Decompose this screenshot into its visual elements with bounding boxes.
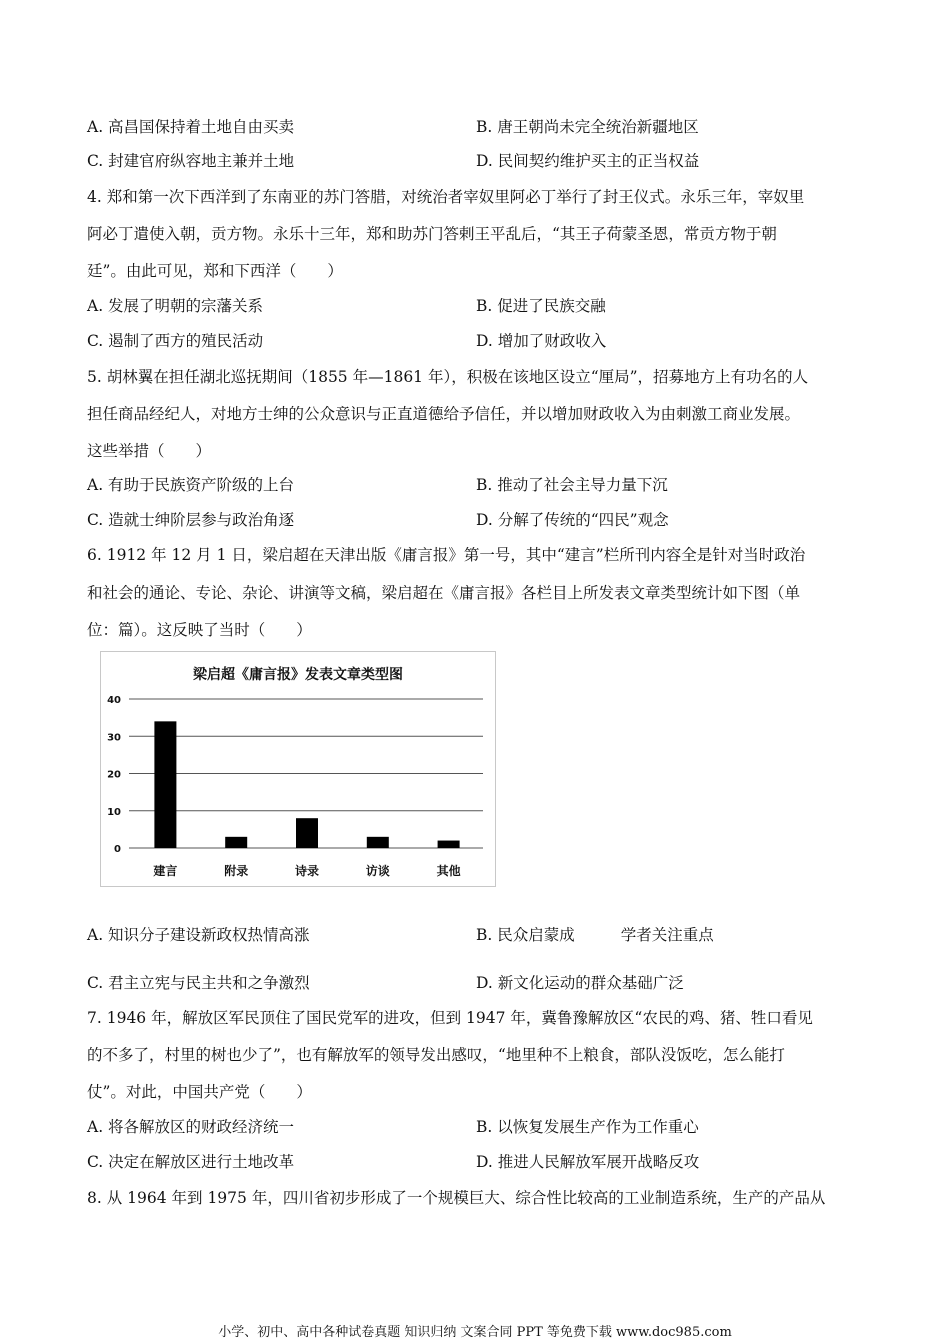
chart-x-tick-label: 其他 xyxy=(436,864,461,878)
q7-stem-line-1: 7. 1946 年，解放区军民顶住了国民党军的进攻，但到 1947 年，冀鲁豫解放区“农民的鸡、猪、牲口看见 xyxy=(87,1009,813,1027)
q7-option-c: C. 决定在解放区进行土地改革 xyxy=(87,1153,295,1171)
q3-option-d: D. 民间契约维护买主的正当权益 xyxy=(476,152,700,170)
q6-option-d: D. 新文化运动的群众基础广泛 xyxy=(476,974,684,992)
q5-stem-line-2: 担任商品经纪人，对地方士绅的公众意识与正直道德给予信任，并以增加财政收入为由刺激工商业发展。 xyxy=(87,405,801,423)
q6-option-b xyxy=(476,924,714,946)
q7-stem-line-3: 仗”。对此，中国共产党（ ） xyxy=(87,1083,312,1101)
q4-option-c: C. 遏制了西方的殖民活动 xyxy=(87,332,264,350)
chart-y-tick-label: 40 xyxy=(107,695,121,706)
q7-option-d: D. 推进人民解放军展开战略反攻 xyxy=(476,1153,700,1171)
q4-stem-line-1: 4. 郑和第一次下西洋到了东南亚的苏门答腊，对统治者宰奴里阿必丁举行了封王仪式。永乐三年，宰奴里 xyxy=(87,188,805,206)
q6-stem-line-1: 6. 1912 年 12 月 1 日，梁启超在天津出版《庸言报》第一号，其中“建言”栏所刊内容全是针对当时政治 xyxy=(87,546,806,564)
chart-title: 梁启超《庸言报》发表文章类型图 xyxy=(193,667,403,683)
chart-x-tick-label: 附录 xyxy=(224,864,249,878)
q4-option-d: D. 增加了财政收入 xyxy=(476,332,607,350)
q5-option-d: D. 分解了传统的“四民”观念 xyxy=(476,511,669,529)
q7-stem-line-2: 的不多了，村里的树也少了”，也有解放军的领导发出感叹，“地里种不上粮食，部队没饭吃，怎么能打 xyxy=(87,1046,785,1064)
q6-option-b-part1: B. 民众启蒙成 xyxy=(476,926,575,944)
q4-stem-line-3: 廷”。由此可见，郑和下西洋（ ） xyxy=(87,262,343,280)
q6-stem-line-2: 和社会的通论、专论、杂论、讲演等文稿，梁启超在《庸言报》各栏目上所发表文章类型统计如下图（单 xyxy=(87,584,801,602)
chart-y-tick-label: 30 xyxy=(107,732,121,744)
q7-option-b: B. 以恢复发展生产作为工作重心 xyxy=(476,1118,699,1136)
chart-y-tick-label: 10 xyxy=(107,806,121,818)
q8-stem-line-1: 8. 从 1964 年到 1975 年，四川省初步形成了一个规模巨大、综合性比较高的工业制造系统，生产的产品从 xyxy=(87,1189,826,1207)
q5-option-a: A. 有助于民族资产阶级的上台 xyxy=(87,476,295,494)
chart-bar-1 xyxy=(154,721,176,848)
q5-option-c: C. 造就士绅阶层参与政治角逐 xyxy=(87,511,295,529)
bar-chart xyxy=(100,651,496,887)
chart-bar-2 xyxy=(225,837,247,848)
q5-stem-line-1: 5. 胡林翼在担任湖北巡抚期间（1855 年—1861 年），积极在该地区设立“厘局”，招募地方上有功名的人 xyxy=(87,368,809,386)
q5-option-b: B. 推动了社会主导力量下沉 xyxy=(476,476,668,494)
chart-y-tick-label: 0 xyxy=(114,844,121,855)
q5-stem-line-3: 这些举措（ ） xyxy=(87,442,212,460)
q3-option-a: A. 高昌国保持着土地自由买卖 xyxy=(87,118,295,136)
chart-x-tick-label: 诗录 xyxy=(294,864,320,878)
chart-bar-5 xyxy=(438,841,460,848)
q7-option-a: A. 将各解放区的财政经济统一 xyxy=(87,1118,295,1136)
q4-option-b: B. 促进了民族交融 xyxy=(476,297,606,315)
q4-stem-line-2: 阿必丁遣使入朝，贡方物。永乐十三年，郑和助苏门答剌王平乱后，“其王子荷蒙圣恩，常贡方物于朝 xyxy=(87,225,777,243)
q6-option-a: A. 知识分子建设新政权热情高涨 xyxy=(87,926,310,944)
q6-option-c: C. 君主立宪与民主共和之争激烈 xyxy=(87,974,310,992)
page-footer: 小学、初中、高中各种试卷真题 知识归纳 文案合同 PPT 等免费下载 www.doc985.com xyxy=(218,1325,732,1340)
chart-bar-4 xyxy=(367,837,389,848)
q6-option-b-part2: 学者关注重点 xyxy=(620,926,714,944)
chart-bar-3 xyxy=(296,818,318,848)
bar-chart-svg xyxy=(101,652,495,886)
chart-y-tick-label: 20 xyxy=(107,769,121,781)
chart-bars xyxy=(154,721,459,848)
q4-option-a: A. 发展了明朝的宗藩关系 xyxy=(87,297,264,315)
chart-x-tick-labels xyxy=(153,863,460,878)
q3-option-b: B. 唐王朝尚未完全统治新疆地区 xyxy=(476,118,699,136)
chart-y-tick-labels xyxy=(107,695,121,855)
q6-stem-line-3: 位：篇）。这反映了当时（ ） xyxy=(87,621,312,639)
chart-x-tick-label: 建言 xyxy=(153,864,178,878)
chart-x-tick-label: 访谈 xyxy=(365,864,390,878)
q3-option-c: C. 封建官府纵容地主兼并土地 xyxy=(87,152,295,170)
